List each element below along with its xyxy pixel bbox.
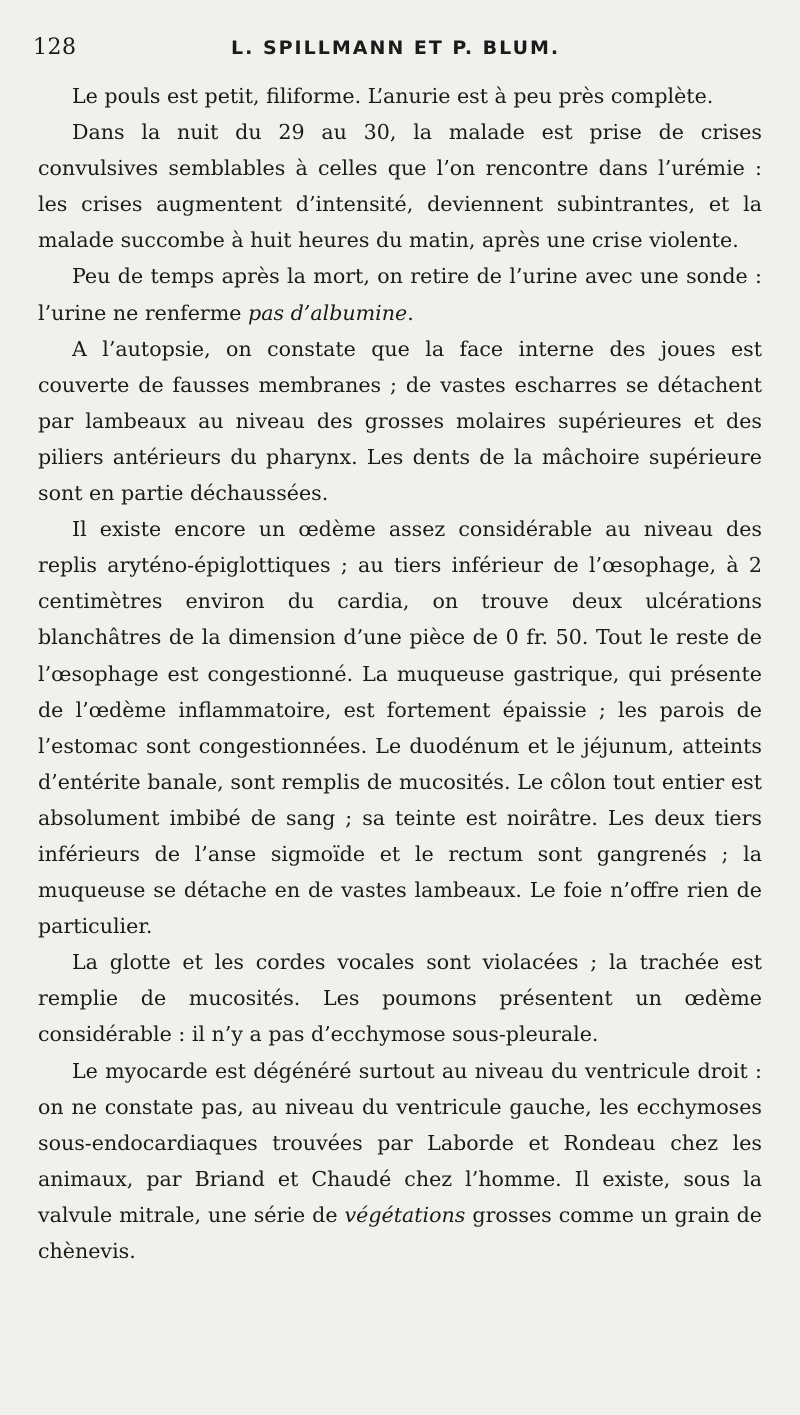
- paragraph-myocarde: [38, 1053, 762, 1270]
- paragraph-convulsions: [38, 114, 762, 258]
- page-number: 128: [33, 35, 77, 60]
- paragraph-text: Dans la nuit du 29 au 30, la malade est prise de crises convulsives semblables à celles que l’on rencontre dans l’urémie : les crises augmentent d’intensité, deviennent subintrantes, et la malade succombe à huit heures du matin, après une crise violente.: [38, 120, 762, 253]
- paragraph-autopsy: [38, 331, 762, 511]
- paragraph-pulse: [38, 78, 762, 114]
- paragraph-glottis: [38, 944, 762, 1052]
- paragraph-end: .: [407, 300, 414, 325]
- paragraph-text: Peu de temps après la mort, on retire de l’urine avec une sonde : l’urine ne renferme: [38, 264, 762, 325]
- paragraph-urine: [38, 258, 762, 330]
- body-text: [38, 78, 762, 1269]
- paragraph-text: A l’autopsie, on constate que la face interne des joues est couverte de fausses membranes ; de vastes escharres se détachent par lambeaux au niveau des grosses molaires supérieures et des piliers antérieurs du pharynx. Les dents de la mâchoire supérieure sont en partie déchaussées.: [38, 336, 762, 506]
- paragraph-text: Le myocarde est dégénéré surtout au niveau du ventricule droit : on ne constate pas, au niveau du ventricule gauche, les ecchymoses sous-endocardiaques trouvées par Laborde et Rondeau chez les animaux, par Briand et Chaudé chez l’homme. Il existe, sous la valvule mitrale, une série de: [38, 1058, 762, 1227]
- paragraph-oedema: [38, 511, 762, 944]
- paragraph-text: Le pouls est petit, filiforme. L’anurie est à peu près complète.: [72, 84, 714, 108]
- italic-phrase: pas d’albumine: [248, 300, 408, 325]
- paragraph-end: grosses comme un grain de chènevis.: [38, 1202, 762, 1263]
- running-head: L. SPILLMANN ET P. BLUM.: [231, 37, 561, 59]
- paragraph-text: Il existe encore un œdème assez considérable au niveau des replis aryténo-épiglottiques ; au tiers inférieur de l’œsophage, à 2 centimètres environ du cardia, on trouve deux ulcérations blanchâtres de la dimension d’une pièce de 0 fr. 50. Tout le reste de l’œsophage est congestionné. La muqueuse gastrique, qui présente de l’œdème inflammatoire, est fortement épaissie ; les parois de l’estomac sont congestionnées. Le duodénum et le jéjunum, atteints d’entérite banale, sont remplis de mucosités. Le côlon tout entier est absolument imbibé de sang ; sa teinte est noirâtre. Les deux tiers inférieurs de l’anse sigmoïde et le rectum sont gangrenés ; la muqueuse se détache en de vastes lambeaux. Le foie n’offre rien de particulier.: [38, 517, 762, 939]
- paragraph-text: La glotte et les cordes vocales sont violacées ; la trachée est remplie de mucosités. Les poumons présentent un œdème considérable : il n’y a pas d’ecchymose sous-pleurale.: [38, 950, 762, 1047]
- page-header: [33, 35, 763, 65]
- italic-phrase: végétations: [344, 1202, 466, 1227]
